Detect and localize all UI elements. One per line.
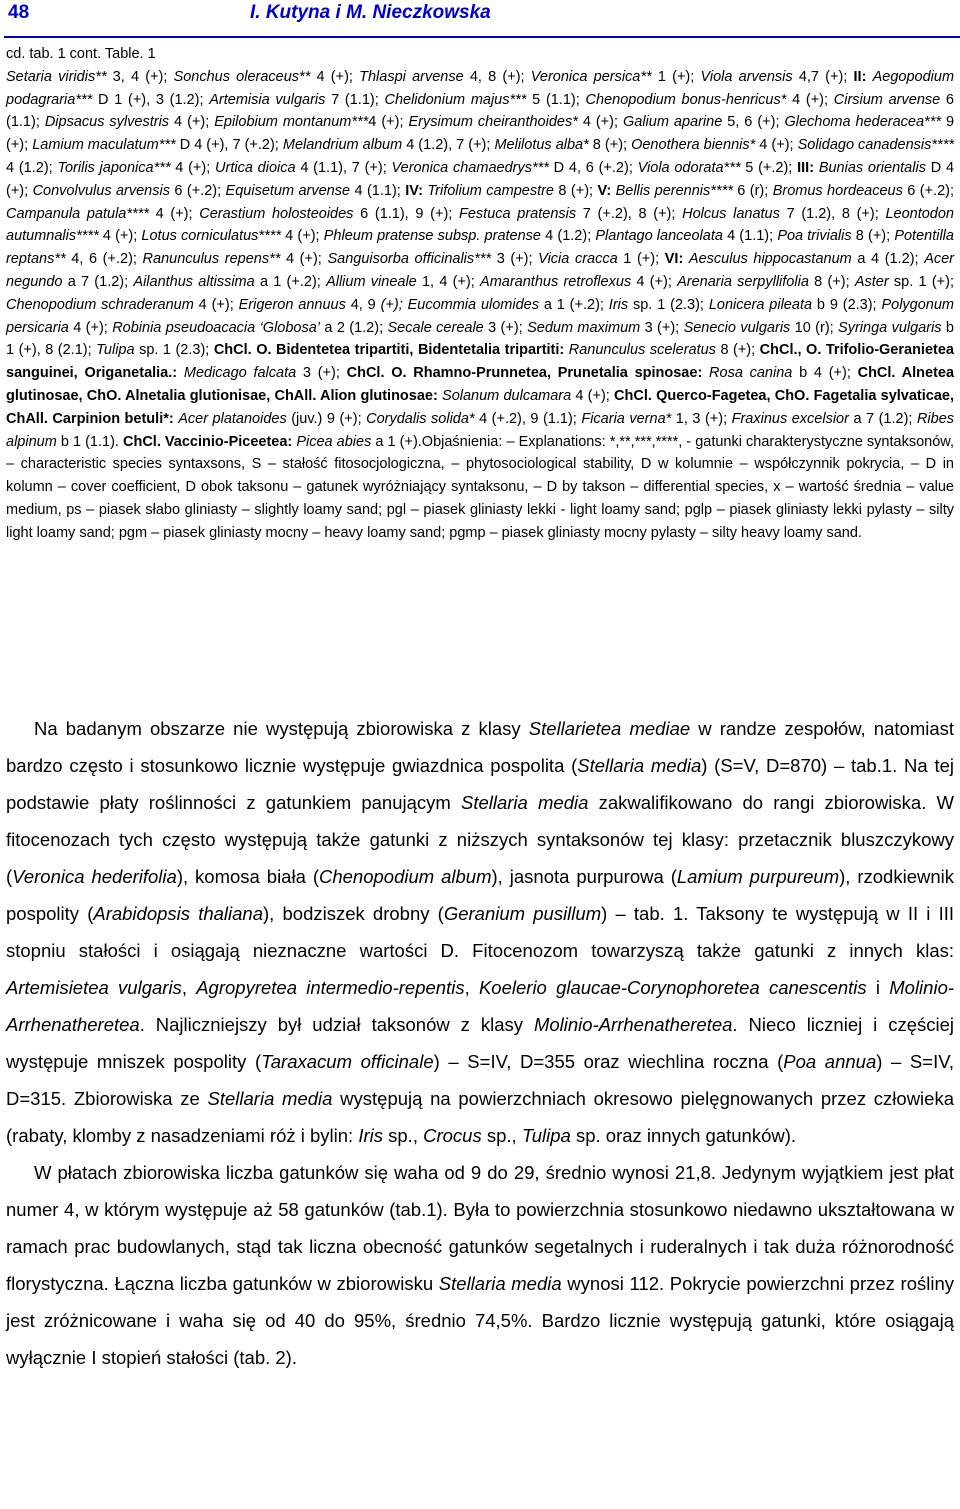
syntaxon-label: III: xyxy=(797,159,815,176)
text-run: 4 (+); xyxy=(631,273,678,290)
species-name: Chenopodium schraderanum xyxy=(6,296,194,313)
text-run: 6 (+.2); xyxy=(902,182,954,199)
species-name: Oenothera biennis* xyxy=(631,137,756,154)
syntaxon-label: IV: xyxy=(405,182,423,199)
text-run: ) (S=V, D=870) – tab.1. Na tej podstawie płaty roślinności z gatunkiem panującym xyxy=(6,755,954,813)
species-name: Rosa canina xyxy=(709,365,793,382)
species-name: Setaria viridis** xyxy=(6,68,107,85)
species-name: Bromus hordeaceus xyxy=(772,182,903,199)
species-name: Poa trivialis xyxy=(777,228,852,245)
text-run: 8 (+); xyxy=(715,342,760,359)
text-run: ) – S=IV, D=315. Zbiorowiska ze xyxy=(6,1051,954,1109)
species-name: Veronica hederifolia xyxy=(12,866,177,887)
text-run: a 7 (1.2); xyxy=(848,410,917,427)
species-name: Stellaria media xyxy=(460,792,589,813)
text-run: D 4 (+); xyxy=(6,159,955,199)
text-run: sp. oraz innych gatunków). xyxy=(570,1125,797,1146)
text-run: 4, 6 (+.2); xyxy=(65,251,143,268)
text-run: 7 (+.2), 8 (+); xyxy=(576,205,683,222)
syntaxon-label: VI: xyxy=(664,251,684,268)
syntaxon-label: ChCl. Querco-Fagetea, ChO. Fagetalia sylvaticae, ChAll. Carpinion betuli*: xyxy=(6,387,955,427)
species-name: Stellarietea mediae xyxy=(528,718,691,739)
text-run: 4 (1.1), 7 (+); xyxy=(295,159,392,176)
species-name: Senecio vulgaris xyxy=(683,319,791,336)
species-name: Chelidonium majus*** xyxy=(384,91,527,108)
text-run: cd. tab. 1 cont. Table. 1 xyxy=(6,46,156,62)
text-run: 4 (1.2); xyxy=(6,159,58,176)
text-run: 4 (+); xyxy=(368,114,409,131)
text-run: 9 (+); xyxy=(6,114,955,154)
species-name: Lamium purpureum xyxy=(676,866,840,887)
text-run: a 1 (+.2); xyxy=(538,296,609,313)
species-name: Erigeron annuus xyxy=(238,296,346,313)
text-run: 4 (+); xyxy=(170,159,216,176)
species-name: Corydalis solida* xyxy=(366,410,475,427)
text-run: 7 (1.1); xyxy=(325,91,385,108)
species-name: Equisetum arvense xyxy=(225,182,351,199)
species-name: Bellis perennis**** xyxy=(615,182,733,199)
text-run: 4 (+.2), 9 (1.1); xyxy=(474,410,582,427)
text-run: 6 (+.2); xyxy=(169,182,226,199)
text-run: . Nieco liczniej i częściej występuje mniszek pospolity ( xyxy=(6,1014,954,1072)
text-run: ), komosa biała ( xyxy=(176,866,319,887)
text-run: 4,7 (+); xyxy=(792,68,854,85)
text-run: ) – tab. 1. Taksony te występują w II i III stopniu stałości i osiągają nieznaczne wartości D. Fitocenozom towarzyszą także gatunki z innych klas: xyxy=(6,903,955,961)
text-run: a 1 (+).Objaśnienia: – Explanations: *,**,***,****, - gatunki charakterystyczne syntaksonów, – characteristic species syntaxsons, S – stałość fitosocjologiczna, – phytosociological stability, D w kolumnie – współczynnik pokrycia, – D in kolumn – cover coefficient, D obok taksonu – gatunek wyróżniający syntaksonu, – D by takson – differential species, x – wartość średnia – value medium, ps – piasek słabo gliniasty – slightly loamy sand; pgl – piasek gliniasty lekki - light loamy sand; pglp – piasek gliniasty lekki pylasty – silty light loamy sand; pgm – piasek gliniasty mocny – heavy loamy sand; pgmp – piasek gliniasty mocny pylasty – silty heavy loamy sand. xyxy=(6,433,954,541)
header-rule xyxy=(4,36,960,38)
species-name: Campanula patula**** xyxy=(6,205,149,222)
species-name: Acer negundo xyxy=(6,251,955,290)
syntaxon-label: ChCl. O. Rhamno-Prunnetea, Prunetalia spinosae: xyxy=(346,365,703,382)
body-paragraph xyxy=(6,710,954,1154)
text-run: W płatach zbiorowiska liczba gatunków się waha od 9 do 29, średnio wynosi 21,8. Jedynym wyjątkiem jest płat numer 4, w którym występuje aż 58 gatunków (tab.1). Była to powierzchnia stosunkowo niedawno ukształtowana w ramach prac budowlanych, stąd tak liczna obecność gatunków segetalnych i ruderalnych i tak duża różnorodność florystyczna. Łączna liczba gatunków w zbiorowisku xyxy=(6,1162,954,1294)
text-run: 8 (+); xyxy=(808,273,855,290)
species-name: Melandrium album xyxy=(282,137,403,154)
text-run: 6 (1.1), 9 (+); xyxy=(353,205,459,222)
species-name: Agropyretea intermedio-repentis xyxy=(196,977,465,998)
species-name: Torilis japonica*** xyxy=(57,159,171,176)
text-run: 4 (+); xyxy=(280,251,328,268)
text-run: 8 (+); xyxy=(554,182,598,199)
species-name: Arenaria serpyllifolia xyxy=(677,273,809,290)
text-run: 4 (1.1); xyxy=(722,228,778,245)
text-run: 1 (+); xyxy=(651,68,701,85)
text-run: wynosi 112. Pokrycie powierzchni przez rośliny jest zróżnicowane i waha się od 40 do 95%, średnio 74,5%. Bardzo licznie występują gatunki, które osiągają wyłącznie I stopień stałości (tab. 2). xyxy=(6,1273,954,1368)
text-run: 5 (1.1); xyxy=(526,91,586,108)
species-name: Erysimum cheiranthoides* xyxy=(408,114,578,131)
species-name: Ranunculus repens** xyxy=(142,251,281,268)
species-name: Viola odorata*** xyxy=(637,159,741,176)
text-run: b 1 (1.1). xyxy=(56,433,123,450)
text-run: zakwalifikowano do rangi zbiorowiska. W fitocenozach tych często występują także gatunki z niższych syntaksonów tej klasy: przetacznik bluszczykowy ( xyxy=(6,792,954,887)
species-name: Lonicera pileata xyxy=(708,296,813,313)
text-run: 3 (+); xyxy=(640,319,684,336)
species-name: Sonchus oleraceus** xyxy=(173,68,311,85)
species-name: Thlaspi arvense xyxy=(359,68,464,85)
text-run: 7 (1.2), 8 (+); xyxy=(779,205,886,222)
species-name: Crocus xyxy=(423,1125,482,1146)
species-name: (+); Eucommia ulomides xyxy=(380,296,539,313)
text-run: 1, 4 (+); xyxy=(416,273,481,290)
species-name: Syringa vulgaris xyxy=(838,319,942,336)
text-run: b 9 (2.3); xyxy=(812,296,882,313)
text-run xyxy=(177,365,184,381)
text-run: 4, 9 xyxy=(345,296,381,313)
text-run: sp., xyxy=(481,1125,522,1146)
body-text xyxy=(6,710,954,1376)
text-run: ) – S=IV, D=355 oraz wiechlina roczna ( xyxy=(433,1051,784,1072)
text-run: 5 (+.2); xyxy=(740,159,798,176)
syntaxon-label: ChCl. O. Bidentetea tripartiti, Bidentetalia tripartiti: xyxy=(213,342,565,359)
species-name: Galium aparine xyxy=(622,114,723,131)
species-name: Ailanthus altissima xyxy=(133,273,255,290)
text-run: 3 (+); xyxy=(483,319,528,336)
species-name: Amaranthus retroflexus xyxy=(480,273,632,290)
species-name: Festuca pratensis xyxy=(459,205,577,222)
species-name: Veronica chamaedrys*** xyxy=(391,159,549,176)
running-head xyxy=(8,2,960,38)
syntaxon-label: ChCl., O. Trifolio-Geranietea sanguinei, Origanetalia.: xyxy=(6,342,954,382)
text-run: b 4 (+); xyxy=(792,365,858,382)
text-run: D 4 (+), 7 (+.2); xyxy=(175,137,283,154)
text-run: 4 (+); xyxy=(98,228,142,245)
text-run: 4 (+); xyxy=(169,114,215,131)
syntaxon-label: ChCl. Alnetea glutinosae, ChO. Alnetalia glutionisae, ChAll. Alion glutinosae: xyxy=(6,365,955,404)
syntaxon-label: II: xyxy=(853,68,867,85)
species-name: Aster xyxy=(854,273,889,290)
text-run: i xyxy=(866,977,890,998)
text-run: , xyxy=(464,977,479,998)
species-name: Poa annua xyxy=(783,1051,877,1072)
species-name: Lamium maculatum*** xyxy=(32,137,176,154)
text-run: 6 (r); xyxy=(732,182,773,199)
species-name: Artemisia vulgaris xyxy=(209,91,326,108)
text-run: 10 (r); xyxy=(790,319,839,336)
species-name: Urtica dioica xyxy=(215,159,296,176)
text-run: 3, 4 (+); xyxy=(106,68,174,85)
text-run: 4 (+); xyxy=(755,137,798,154)
species-name: Iris xyxy=(358,1125,383,1146)
species-name: Vicia cracca xyxy=(538,251,618,268)
text-run: 6 (1.1); xyxy=(6,91,954,131)
species-name: Tulipa xyxy=(96,342,135,359)
text-run: a 4 (1.2); xyxy=(851,251,925,268)
text-run: 5, 6 (+); xyxy=(722,114,785,131)
species-name: Geranium pusillum xyxy=(443,903,602,924)
species-name: Cirsium arvense xyxy=(833,91,941,108)
species-name: Koelerio glaucae-Corynophoretea canescentis xyxy=(478,977,867,998)
text-run: 4 (+); xyxy=(148,205,200,222)
syntaxon-label: V: xyxy=(597,182,612,199)
text-run: 4 (1.1); xyxy=(350,182,406,199)
species-name: Molinio-Arrhenatheretea xyxy=(533,1014,733,1035)
species-name: Robinia pseudoacacia ‘Globosa’ xyxy=(112,319,321,336)
species-name: Aesculus hippocastanum xyxy=(688,251,852,268)
species-name: Stellaria media xyxy=(207,1088,333,1109)
species-name: Leontodon autumnalis**** xyxy=(6,205,954,245)
text-run: sp. 1 (+); xyxy=(888,273,954,290)
species-name: Ficaria verna* xyxy=(581,410,672,427)
text-run: . Najliczniejszy był udział taksonów z klasy xyxy=(139,1014,534,1035)
species-name: Fraxinus excelsior xyxy=(731,410,849,427)
species-name: Sanguisorba officinalis*** xyxy=(327,251,492,268)
text-run: (juv.) 9 (+); xyxy=(286,410,367,427)
species-name: Medicago falcata xyxy=(183,365,297,382)
text-run: 4 (1.2); xyxy=(540,228,596,245)
species-name: Iris xyxy=(608,296,629,313)
running-head-authors: I. Kutyna i M. Nieczkowska xyxy=(250,2,491,23)
text-run: 4 (+); xyxy=(310,68,360,85)
text-run: b 1 (+), 8 (2.1); xyxy=(6,319,954,359)
species-name: Viola arvensis xyxy=(700,68,793,85)
species-name: Potentilla reptans** xyxy=(6,228,954,268)
text-run: 3 (+); xyxy=(296,365,347,382)
species-name: Molinio-Arrhenatheretea xyxy=(6,977,955,1035)
species-name: Holcus lanatus xyxy=(682,205,780,222)
species-name: Convolvulus arvensis xyxy=(32,182,170,199)
text-run: Na badanym obszarze nie występują zbiorowiska z klasy xyxy=(34,718,529,739)
species-name: Polygonum persicaria xyxy=(6,296,954,336)
text-run: 4 (+); xyxy=(571,387,615,404)
species-name: Artemisietea vulgaris xyxy=(6,977,182,998)
text-run: sp. 1 (2.3); xyxy=(628,296,709,313)
text-run: 4 (+); xyxy=(786,91,834,108)
page-number: 48 xyxy=(8,2,30,23)
text-run: w randze zespołów, natomiast bardzo często i stosunkowo licznie występuje gwiazdnica pospolita ( xyxy=(6,718,955,776)
species-name: Plantago lanceolata xyxy=(595,228,723,245)
text-run: 1, 3 (+); xyxy=(671,410,732,427)
text-run: 1 (+); xyxy=(617,251,665,268)
species-name: Chenopodium bonus-henricus* xyxy=(585,91,787,108)
syntaxon-label: ChCl. Vaccinio-Piceetea: xyxy=(123,433,293,450)
species-name: Bunias orientalis xyxy=(818,159,926,176)
species-name: Cerastium holosteoides xyxy=(199,205,354,222)
species-name: Stellaria media xyxy=(438,1273,562,1294)
species-name: Melilotus alba* xyxy=(494,137,589,154)
species-name: Stellaria media xyxy=(577,755,702,776)
species-name: Acer platanoides xyxy=(178,410,287,427)
species-name: Lotus corniculatus**** xyxy=(141,228,282,245)
text-run: ), rzodkiewnik pospolity ( xyxy=(6,866,955,924)
text-run: D 4, 6 (+.2); xyxy=(548,159,638,176)
text-run: ), bodziszek drobny ( xyxy=(263,903,444,924)
species-name: Aegopodium podagraria*** xyxy=(6,68,955,108)
species-name: Picea abies xyxy=(296,433,372,450)
species-name: Glechoma hederacea*** xyxy=(784,114,941,131)
species-name: Ribes alpinum xyxy=(6,410,955,450)
text-run: ), jasnota purpurowa ( xyxy=(491,866,677,887)
text-run: 4 (+); xyxy=(281,228,324,245)
text-run: 4 (1.2), 7 (+); xyxy=(402,137,495,154)
table-continuation-note xyxy=(6,43,954,545)
text-run: 8 (+); xyxy=(588,137,632,154)
species-name: Ranunculus sceleratus xyxy=(568,342,716,359)
species-name: Chenopodium album xyxy=(318,866,492,887)
species-name: Dipsacus sylvestris xyxy=(44,114,170,131)
text-run: 4 (+); xyxy=(193,296,239,313)
text-run: występują na powierzchniach okresowo pielęgnowanych przez człowieka (rabaty, klomby z nasadzeniami róż i bylin: xyxy=(6,1088,954,1146)
species-name: Solanum dulcamara xyxy=(442,387,572,404)
species-name: Secale cereale xyxy=(387,319,484,336)
text-run: , xyxy=(181,977,197,998)
text-run: 4 (+); xyxy=(577,114,623,131)
species-name: Arabidopsis thaliana xyxy=(93,903,264,924)
text-run: a 2 (1.2); xyxy=(320,319,388,336)
species-name: Sedum maximum xyxy=(527,319,641,336)
text-run: sp. 1 (2.3); xyxy=(134,342,214,359)
text-run: 4 (+); xyxy=(68,319,113,336)
text-run: D 1 (+), 3 (1.2); xyxy=(92,91,210,108)
species-name: Taraxacum officinale xyxy=(261,1051,434,1072)
species-name: Epilobium montanum*** xyxy=(214,114,369,131)
text-run: 3 (+); xyxy=(491,251,539,268)
text-run: 8 (+); xyxy=(851,228,895,245)
text-run: a 1 (+.2); xyxy=(254,273,327,290)
species-name: Phleum pratense subsp. pratense xyxy=(323,228,541,245)
species-name: Trifolium campestre xyxy=(427,182,554,199)
species-name: Tulipa xyxy=(521,1125,571,1146)
body-paragraph xyxy=(6,1154,954,1376)
text-run: a 7 (1.2); xyxy=(62,273,134,290)
text-run: 4, 8 (+); xyxy=(463,68,531,85)
species-name: Veronica persica** xyxy=(530,68,652,85)
species-name: Allium vineale xyxy=(326,273,417,290)
text-run: sp., xyxy=(383,1125,424,1146)
species-name: Solidago canadensis**** xyxy=(797,137,954,154)
